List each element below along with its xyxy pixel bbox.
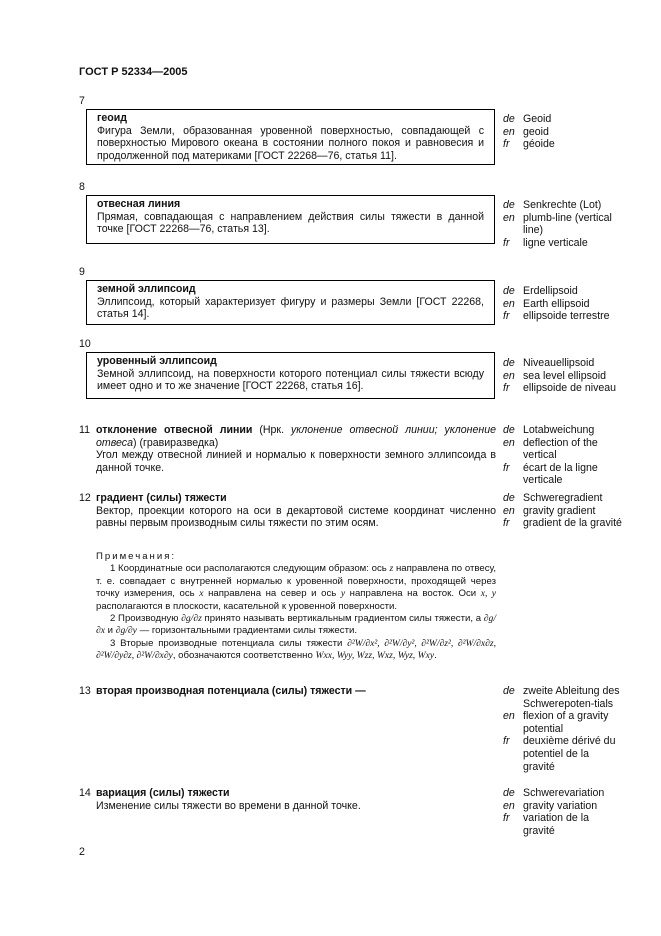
foreign-equivalents [503,492,623,530]
term-number: 11 [79,424,90,436]
term-title: отклонение отвесной линии [96,424,253,436]
note-2 [96,613,496,638]
lang-term: gravity variation [523,799,598,812]
note-text: 1 Координатные оси располагаются следующим образом: ось [110,563,390,575]
lang-term: variation de la gravité [523,812,589,837]
lang-code: en [503,125,515,138]
term-box [86,280,495,325]
note-text: 2 Производную [110,613,182,625]
note-text: направлена на север и ось [203,588,341,600]
lang-term: écart de la ligne verticale [523,461,598,487]
math-symbol: y [340,588,346,600]
lang-code: de [503,787,515,799]
term-number: 14 [79,787,91,799]
note-text: и [105,625,116,637]
term-title: уровенный эллипсоид [97,355,217,367]
term-block [96,685,496,698]
term-definition: Прямая, совпадающая с направлением действия силы тяжести в данной точке [ГОСТ 22268—76, статья 13]. [97,210,484,236]
lang-term: géoide [523,138,555,151]
lang-code: fr [503,310,510,323]
term-title: отвесная линия [97,198,181,210]
term-block [96,787,496,812]
term-title: градиент (силы) тяжести [96,492,227,504]
lang-term: Senkrechte (Lot) [523,199,602,211]
term-number: 7 [79,95,85,107]
term-definition: Угол между отвесной линией и нормалью к поверхности земного эллипсоида в данной точке. [96,449,496,474]
lang-code: en [503,369,515,382]
term-note: ) (гравиразведка) [132,436,219,449]
page-number: 2 [79,846,85,858]
term-title: вторая производная потенциала (силы) тяжести — [96,685,366,697]
foreign-equivalents [503,685,621,773]
note-1 [96,563,496,613]
note-text: направлена на восток. Оси [345,588,481,600]
term-title: вариация (силы) тяжести [96,787,230,799]
lang-code: fr [503,735,510,748]
lang-term: Schwerevariation [523,787,605,799]
lang-code: en [503,710,515,723]
term-number: 9 [79,266,85,278]
lang-code: de [503,685,515,697]
term-title: геоид [97,112,128,124]
math-formula: ∂g/∂z [181,613,202,625]
term-title: земной эллипсоид [97,283,196,295]
math-symbol: z [389,563,394,575]
term-definition: Эллипсоид, который характеризует фигуру и размеры Земли [ГОСТ 22268, статья 14]. [97,295,484,321]
foreign-equivalents [503,424,623,487]
math-formula: ∂²W/∂x², ∂²W/∂y², ∂²W/∂z², ∂²W/∂x∂z, ∂²W/∂y∂z, ∂²W/∂x∂y [96,637,496,662]
lang-code: fr [503,461,510,474]
term-note: (Нрк. [252,424,291,436]
term-block [96,492,496,530]
note-text: . [434,650,437,662]
lang-term: gradient de la gravité [523,517,622,530]
foreign-equivalents [503,787,623,837]
lang-code: de [503,492,515,504]
lang-code: en [503,436,515,449]
lang-term: ellipsoide de niveau [523,382,617,395]
math-formula: ∂g/∂y [115,625,137,637]
lang-code: de [503,424,515,436]
lang-term: flexion of a gravity potential [523,710,609,735]
lang-term: ellipsoide terrestre [523,310,610,323]
note-text: — горизонтальными градиентами силы тяжести. [136,625,357,637]
foreign-equivalents [503,285,623,323]
term-number: 10 [79,338,91,350]
lang-code: fr [503,517,510,530]
lang-code: en [503,504,515,517]
math-symbol: x [199,588,204,600]
lang-term: deuxième dérivé du potentiel de la gravité [523,735,616,773]
lang-term: Geoid [523,113,552,125]
note-text: располагаются в плоскости, касательной к уровенной поверхности. [96,600,398,612]
lang-term: geoid [523,125,549,138]
lang-code: en [503,211,515,224]
term-definition: Изменение силы тяжести во времени в данной точке. [96,799,361,812]
lang-term: plumb-line (vertical line) [523,211,612,237]
foreign-equivalents [503,199,623,249]
lang-code: fr [503,382,510,395]
term-box [86,195,495,244]
note-text: принято называть вертикальным градиентом силы тяжести, а [201,613,484,625]
lang-code: fr [503,812,510,825]
lang-code: de [503,285,515,297]
lang-code: de [503,113,515,125]
lang-term: deflection of the vertical [523,436,598,462]
term-heading [96,424,496,449]
math-formula: Wxx, Wyy, Wzz, Wxz, Wyz, Wxy [315,650,435,662]
term-deprecated: уклонение отвесной линии; уклонение отвеса [96,424,497,449]
term-block [96,424,496,474]
lang-term: Earth ellipsoid [523,297,590,310]
lang-code: de [503,357,515,369]
note-text: 3 Вторые производные потенциала силы тяжести [110,637,348,649]
term-box [86,109,495,165]
math-symbol: x, y [480,588,496,600]
foreign-equivalents [503,113,623,151]
term-number: 12 [79,492,91,504]
lang-term: gravity gradient [523,504,596,517]
lang-term: Niveauellipsoid [523,357,595,369]
math-formula: ∂g/∂x [96,613,496,637]
lang-term: Erdellipsoid [523,285,578,297]
lang-term: zweite Ableitung des Schwerepoten-tials [523,685,620,710]
lang-code: de [503,199,515,211]
note-text: направлена по отвесу, т. е. совпадает с внутренней нормалью к уровенной поверхности, проходящей через точку измерения, ось [96,563,496,600]
lang-code: fr [503,236,510,249]
foreign-equivalents [503,357,623,395]
note-text: , обозначаются соответственно [172,650,316,662]
lang-term: sea level ellipsoid [523,369,607,382]
note-3 [96,638,496,663]
term-number: 8 [79,181,85,193]
document-header: ГОСТ Р 52334—2005 [79,66,188,78]
lang-term: ligne verticale [523,236,588,249]
term-definition: Вектор, проекции которого на оси в декартовой системе координат численно равны первым производным силы тяжести по этим осям. [96,504,496,530]
lang-code: fr [503,138,510,151]
term-number: 13 [79,685,91,697]
notes-block [96,551,496,663]
notes-title: Примечания: [96,551,177,562]
lang-code: en [503,297,515,310]
term-definition: Земной эллипсоид, на поверхности которого потенциал силы тяжести всюду имеет одно и то же значение [ГОСТ 22268, статья 16]. [97,367,484,393]
lang-term: Lotabweichung [523,424,595,436]
lang-code: en [503,799,515,812]
term-box [86,352,495,399]
lang-term: Schweregradient [523,492,603,504]
term-definition: Фигура Земли, образованная уровенной поверхностью, совпадающей с поверхностью Мирового океана в состоянии полного покоя и равновесия и продолженной под материками [ГОСТ 22268—76, статья 11]. [97,124,484,162]
